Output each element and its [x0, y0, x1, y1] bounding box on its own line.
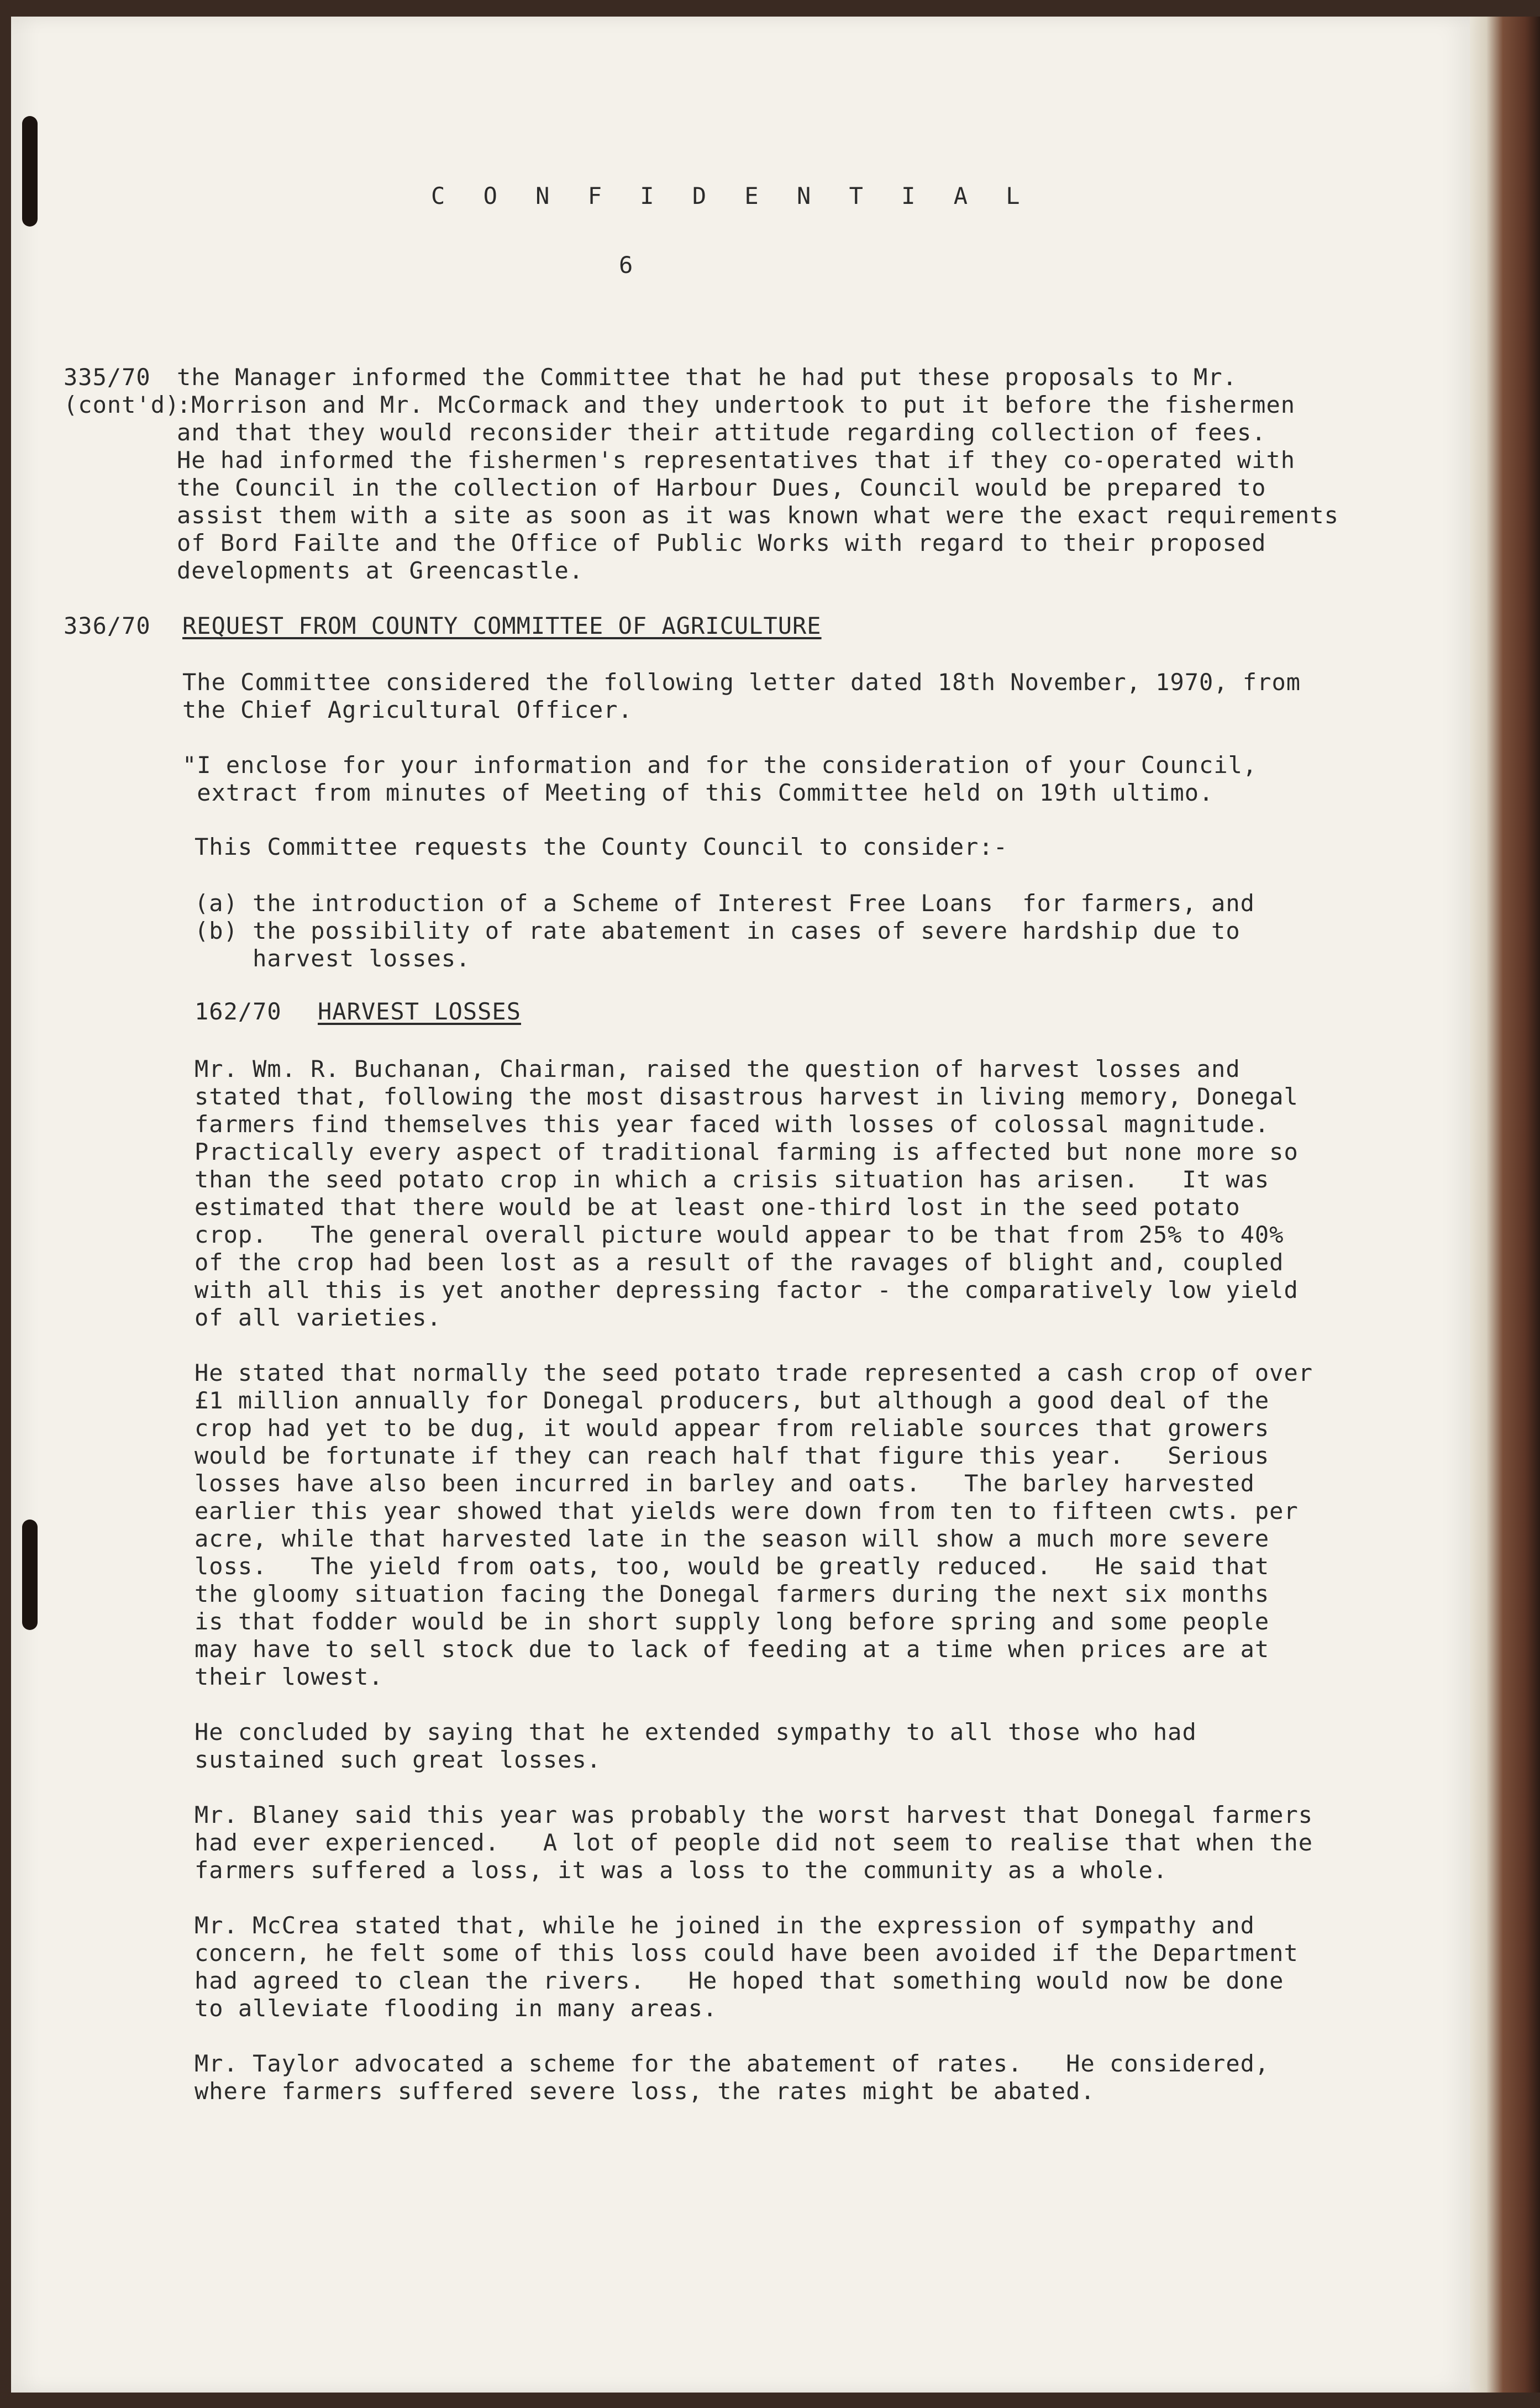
para2-line: may have to sell stock due to lack of feeding at a time when prices are at: [195, 1636, 1270, 1663]
item-ref-162: 162/70: [195, 998, 282, 1025]
para2-line: loss. The yield from oats, too, would be greatly reduced. He said that: [195, 1553, 1270, 1580]
item-335-line: :Morrison and Mr. McCormack and they undertook to put it before the fishermen: [177, 391, 1296, 418]
para2-line: the gloomy situation facing the Donegal farmers during the next six months: [195, 1580, 1270, 1607]
para1-line: with all this is yet another depressing factor - the comparatively low yield: [195, 1276, 1299, 1303]
page-number: 6: [619, 251, 634, 278]
item-335-line: assist them with a site as soon as it was known what were the exact requirements: [177, 502, 1339, 529]
para2-line: earlier this year showed that yields were down from ten to fifteen cwts. per: [195, 1497, 1299, 1524]
item-162-heading: HARVEST LOSSES: [318, 998, 522, 1025]
para2-line: £1 million annually for Donegal producers, but although a good deal of the: [195, 1387, 1270, 1414]
item-335-line: the Council in the collection of Harbour Dues, Council would be prepared to: [177, 474, 1266, 501]
para1-line: Practically every aspect of traditional farming is affected but none more so: [195, 1138, 1299, 1165]
para5-line: had agreed to clean the rivers. He hoped that something would now be done: [195, 1967, 1284, 1994]
para1-line: crop. The general overall picture would appear to be that from 25% to 40%: [195, 1221, 1284, 1248]
letter-quote-line: extract from minutes of Meeting of this Committee held on 19th ultimo.: [182, 779, 1214, 806]
request-item: (a) the introduction of a Scheme of Interest Free Loans for farmers, and: [195, 890, 1255, 917]
para4-line: had ever experienced. A lot of people did not seem to realise that when the: [195, 1829, 1313, 1856]
para1-line: of all varieties.: [195, 1304, 441, 1331]
para1-line: Mr. Wm. R. Buchanan, Chairman, raised the question of harvest losses and: [195, 1055, 1241, 1082]
document-text: [11, 17, 1475, 2393]
para1-line: estimated that there would be at least one-third lost in the seed potato: [195, 1194, 1241, 1221]
para6-line: where farmers suffered severe loss, the rates might be abated.: [195, 2078, 1095, 2105]
item-335-line: and that they would reconsider their attitude regarding collection of fees.: [177, 419, 1266, 446]
request-item: harvest losses.: [195, 945, 471, 972]
para4-line: farmers suffered a loss, it was a loss to the community as a whole.: [195, 1857, 1168, 1884]
para2-line: He stated that normally the seed potato trade represented a cash crop of over: [195, 1359, 1313, 1386]
para1-line: stated that, following the most disastrous harvest in living memory, Donegal: [195, 1083, 1299, 1110]
item-336-heading: REQUEST FROM COUNTY COMMITTEE OF AGRICULTURE: [182, 612, 822, 639]
para2-line: losses have also been incurred in barley and oats. The barley harvested: [195, 1470, 1255, 1497]
item-ref-336: 336/70: [64, 612, 151, 639]
para4-line: Mr. Blaney said this year was probably the worst harvest that Donegal farmers: [195, 1801, 1313, 1828]
request-item: (b) the possibility of rate abatement in cases of severe hardship due to: [195, 917, 1241, 944]
para1-line: than the seed potato crop in which a crisis situation has arisen. It was: [195, 1166, 1270, 1193]
item-336-intro-line: The Committee considered the following letter dated 18th November, 1970, from: [182, 669, 1301, 696]
item-335-line: developments at Greencastle.: [177, 557, 584, 584]
para5-line: to alleviate flooding in many areas.: [195, 1995, 718, 2022]
para5-line: concern, he felt some of this loss could have been avoided if the Department: [195, 1939, 1299, 1967]
para2-line: crop had yet to be dug, it would appear from reliable sources that growers: [195, 1415, 1270, 1442]
para2-line: is that fodder would be in short supply long before spring and some people: [195, 1608, 1270, 1635]
confidential-header: C O N F I D E N T I A L: [431, 182, 1032, 209]
item-335-line: of Bord Failte and the Office of Public Works with regard to their proposed: [177, 529, 1266, 556]
para5-line: Mr. McCrea stated that, while he joined in the expression of sympathy and: [195, 1912, 1255, 1939]
item-336-intro-line: the Chief Agricultural Officer.: [182, 696, 633, 723]
book-binding-edge: [1470, 17, 1540, 2393]
para2-line: acre, while that harvested late in the season will show a much more severe: [195, 1525, 1270, 1552]
document-page: [11, 17, 1475, 2393]
item-335-line: the Manager informed the Committee that he had put these proposals to Mr.: [177, 364, 1237, 391]
para6-line: Mr. Taylor advocated a scheme for the abatement of rates. He considered,: [195, 2050, 1270, 2077]
requests-intro: This Committee requests the County Council to consider:-: [195, 833, 1008, 860]
item-335-line: He had informed the fishermen's representatives that if they co-operated with: [177, 446, 1296, 474]
para3-line: He concluded by saying that he extended sympathy to all those who had: [195, 1718, 1197, 1745]
para2-line: their lowest.: [195, 1663, 383, 1690]
para2-line: would be fortunate if they can reach half that figure this year. Serious: [195, 1442, 1270, 1469]
item-ref-335: 335/70: [64, 364, 151, 391]
item-cont-label: (cont'd): [64, 391, 180, 418]
letter-quote-line: "I enclose for your information and for the consideration of your Council,: [182, 751, 1258, 779]
para1-line: farmers find themselves this year faced with losses of colossal magnitude.: [195, 1111, 1270, 1138]
para3-line: sustained such great losses.: [195, 1746, 602, 1773]
para1-line: of the crop had been lost as a result of the ravages of blight and, coupled: [195, 1249, 1284, 1276]
